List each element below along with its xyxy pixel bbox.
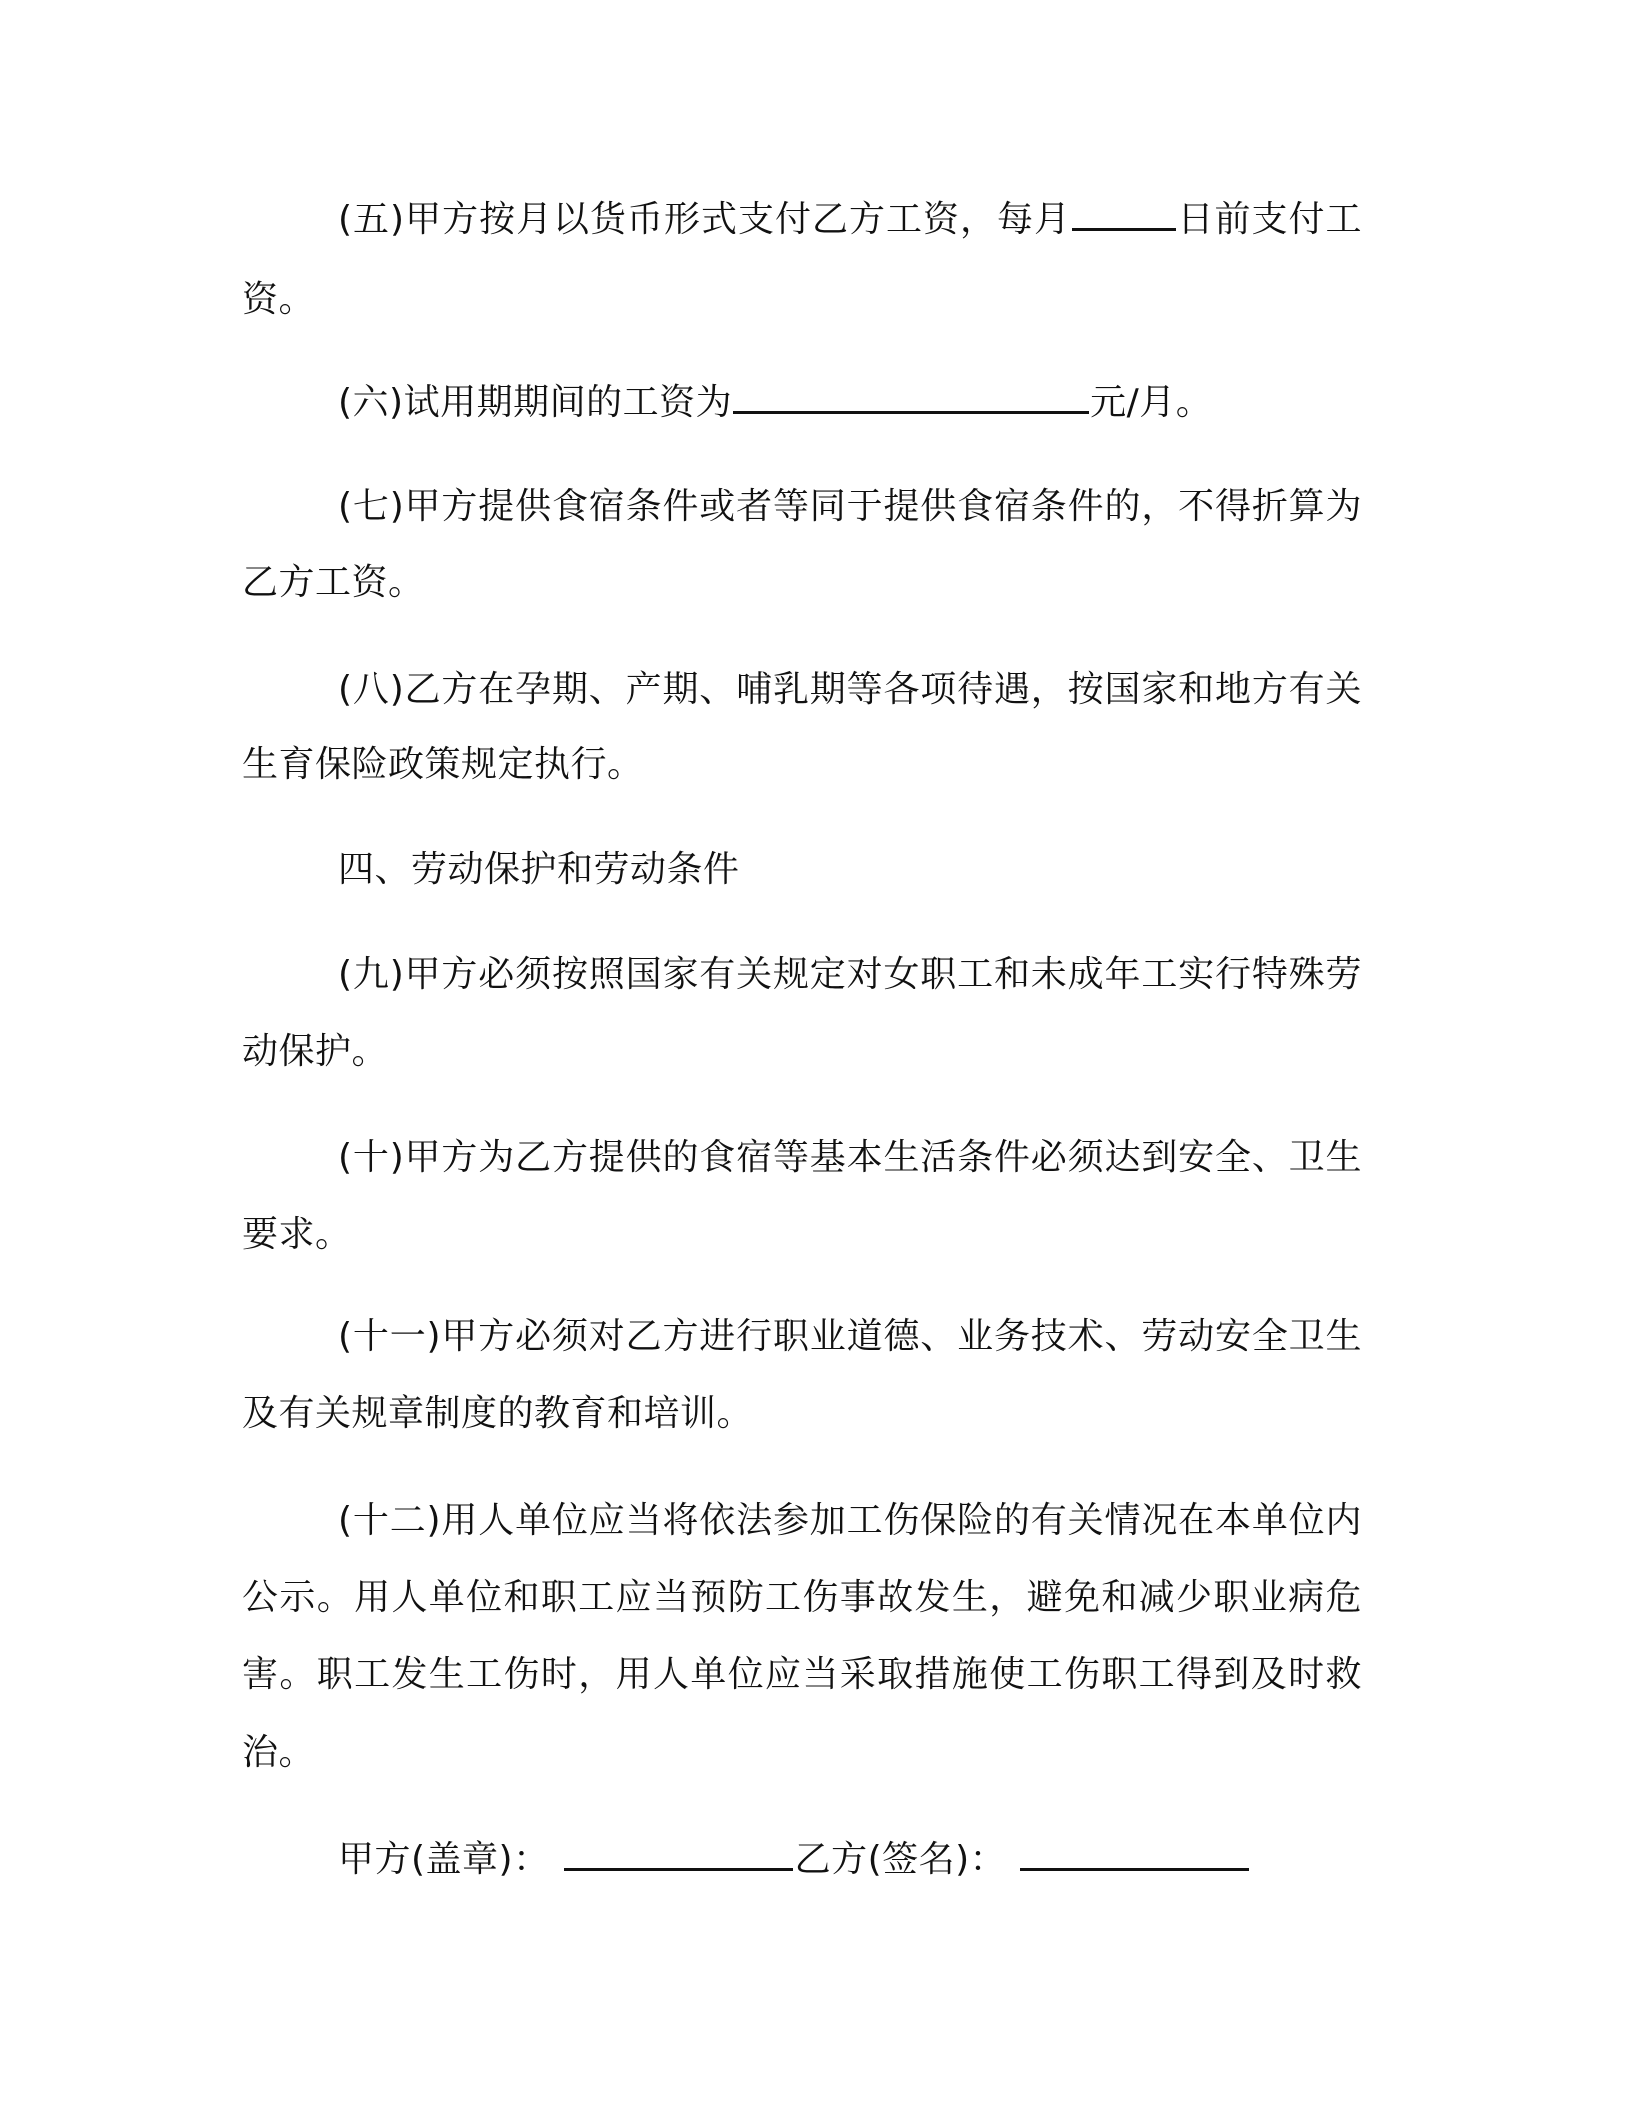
paragraph-item-5-line-2: 资。 bbox=[242, 279, 316, 320]
paragraph-item-11-line-2: 及有关规章制度的教育和培训。 bbox=[242, 1393, 754, 1434]
paragraph-item-11-line-1: (十一)甲方必须对乙方进行职业道德、业务技术、劳动安全卫生 bbox=[338, 1316, 1362, 1357]
paragraph-item-8-line-2: 生育保险政策规定执行。 bbox=[242, 744, 644, 785]
probation-salary-blank[interactable] bbox=[733, 381, 1089, 414]
paragraph-item-10-line-2: 要求。 bbox=[242, 1214, 352, 1255]
party-a-label: 甲方(盖章)： bbox=[338, 1839, 550, 1880]
paragraph-item-12-line-1: (十二)用人单位应当将依法参加工伤保险的有关情况在本单位内 bbox=[338, 1500, 1362, 1541]
paragraph-item-7-line-2: 乙方工资。 bbox=[242, 562, 425, 603]
item-5-text-a: (五)甲方按月以货币形式支付乙方工资，每月 bbox=[338, 199, 1072, 240]
paragraph-item-12-line-2: 公示。用人单位和职工应当预防工伤事故发生，避免和减少职业病危 bbox=[242, 1577, 1362, 1618]
signature-row bbox=[338, 1837, 1362, 1883]
paragraph-item-10-line-1: (十)甲方为乙方提供的食宿等基本生活条件必须达到安全、卫生 bbox=[338, 1137, 1362, 1178]
pay-day-blank[interactable] bbox=[1072, 198, 1176, 231]
paragraph-item-6-line-1 bbox=[338, 380, 1362, 426]
paragraph-item-9-line-2: 动保护。 bbox=[242, 1031, 389, 1072]
item-5-text-b: 日前支付工 bbox=[1177, 199, 1362, 240]
paragraph-item-12-line-3: 害。职工发生工伤时，用人单位应当采取措施使工伤职工得到及时救 bbox=[242, 1654, 1362, 1695]
paragraph-item-9-line-1: (九)甲方必须按照国家有关规定对女职工和未成年工实行特殊劳 bbox=[338, 954, 1362, 995]
party-a-seal-field[interactable] bbox=[564, 1838, 793, 1871]
party-b-signature-field[interactable] bbox=[1020, 1838, 1249, 1871]
section-heading-4: 四、劳动保护和劳动条件 bbox=[338, 849, 740, 890]
paragraph-item-8-line-1: (八)乙方在孕期、产期、哺乳期等各项待遇，按国家和地方有关 bbox=[338, 669, 1362, 710]
item-6-text-b: 元/月。 bbox=[1090, 382, 1213, 423]
item-6-text-a: (六)试用期期间的工资为 bbox=[338, 382, 733, 423]
party-b-label: 乙方(签名)： bbox=[794, 1839, 1007, 1880]
paragraph-item-12-line-4: 治。 bbox=[242, 1732, 316, 1773]
paragraph-item-5-line-1 bbox=[338, 197, 1362, 243]
paragraph-item-7-line-1: (七)甲方提供食宿条件或者等同于提供食宿条件的，不得折算为 bbox=[338, 486, 1362, 527]
